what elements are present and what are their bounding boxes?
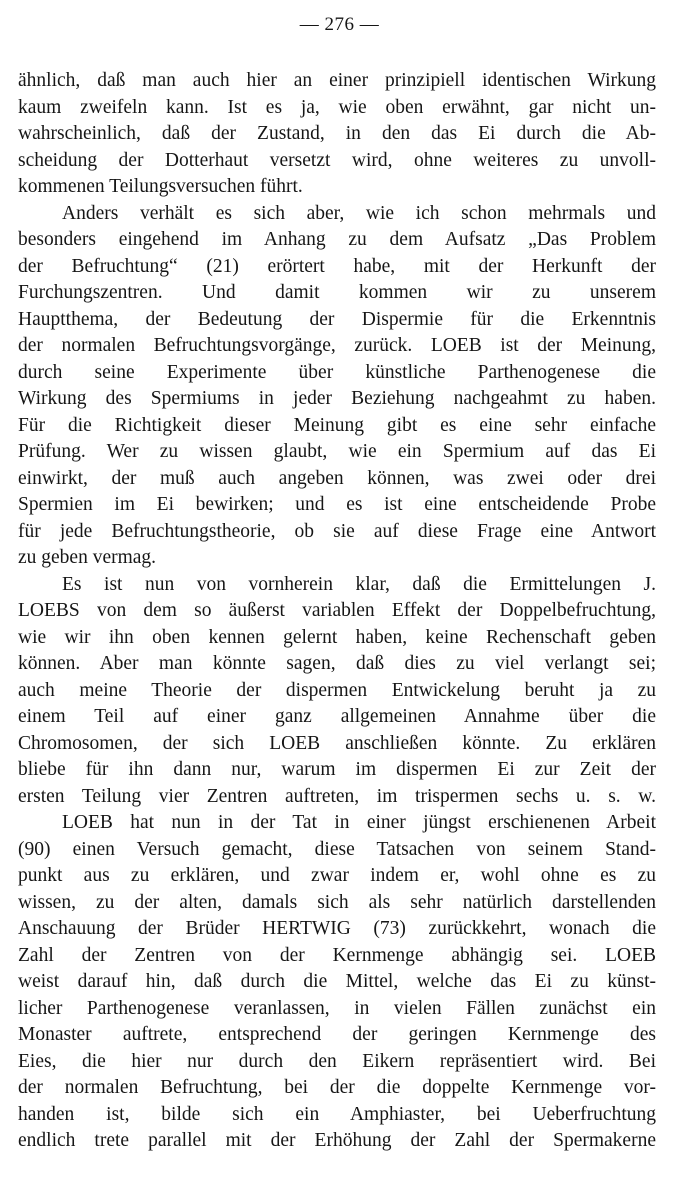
text-line: weist darauf hin, daß durch die Mittel, welche das Ei zu künst- bbox=[18, 971, 656, 992]
text-line: handen ist, bilde sich ein Amphiaster, bei Ueberfruchtung bbox=[18, 1103, 656, 1125]
text-line: zu geben vermag. bbox=[18, 547, 157, 568]
text-line: durch seine Experimente über künstliche Parthenogenese die bbox=[18, 361, 656, 383]
text-line: scheidung der Dotterhaut versetzt wird, ohne weiteres zu unvoll- bbox=[18, 149, 656, 171]
text-line: können. Aber man könnte sagen, daß dies zu viel verlangt sei; bbox=[18, 653, 656, 674]
text-line: der Befruchtung“ (21) erörtert habe, mit der Herkunft der bbox=[18, 255, 656, 277]
text-line: einwirkt, der muß auch angeben können, was zwei oder drei bbox=[18, 467, 656, 489]
page-number: — 276 — bbox=[299, 14, 380, 35]
text-line: einem Teil auf einer ganz allgemeinen Annahme über die bbox=[18, 706, 656, 727]
text-line: (90) einen Versuch gemacht, diese Tatsachen von seinem Stand- bbox=[18, 838, 656, 860]
text-line: LOEBS von dem so äußerst variablen Effekt der Doppelbefruchtung, bbox=[18, 600, 656, 621]
text-line: kommenen Teilungsversuchen führt. bbox=[18, 176, 303, 197]
text-line: wissen, zu der alten, damals sich als sehr natürlich darstellenden bbox=[18, 891, 656, 913]
text-line: auch meine Theorie der dispermen Entwickelung beruht ja zu bbox=[18, 679, 656, 701]
text-line: Anders verhält es sich aber, wie ich schon mehrmals und bbox=[62, 202, 656, 224]
text-line: kaum zweifeln kann. Ist es ja, wie oben erwähnt, gar nicht un- bbox=[18, 96, 656, 118]
text-line: Es ist nun von vornherein klar, daß die Ermittelungen J. bbox=[62, 573, 656, 595]
text-line: Eies, die hier nur durch den Eikern repräsentiert wird. Bei bbox=[18, 1050, 656, 1072]
text-line: wie wir ihn oben kennen gelernt haben, keine Rechenschaft geben bbox=[18, 626, 656, 648]
text-line: für jede Befruchtungstheorie, ob sie auf diese Frage eine Antwort bbox=[18, 520, 656, 542]
text-line: Anschauung der Brüder HERTWIG (73) zurückkehrt, wonach die bbox=[18, 918, 656, 939]
text-line: Hauptthema, der Bedeutung der Dispermie für die Erkenntnis bbox=[18, 308, 656, 330]
text-line: bliebe für ihn dann nur, warum im dispermen Ei zur Zeit der bbox=[18, 759, 656, 780]
text-line: punkt aus zu erklären, und zwar indem er, wohl ohne es zu bbox=[18, 865, 656, 886]
text-line: Zahl der Zentren von der Kernmenge abhängig sei. LOEB bbox=[18, 944, 656, 966]
text-line: Monaster auftrete, entsprechend der geringen Kernmenge des bbox=[18, 1024, 656, 1045]
text-line: Chromosomen, der sich LOEB anschließen könnte. Zu erklären bbox=[18, 732, 656, 754]
text-line: Furchungszentren. Und damit kommen wir zu unserem bbox=[18, 282, 656, 303]
text-line: Für die Richtigkeit dieser Meinung gibt es eine sehr einfache bbox=[18, 414, 656, 436]
text-line: ähnlich, daß man auch hier an einer prinzipiell identischen Wirkung bbox=[18, 70, 656, 91]
body-text bbox=[18, 68, 656, 1155]
text-line: licher Parthenogenese veranlassen, in vielen Fällen zunächst ein bbox=[18, 997, 656, 1019]
text-line: LOEB hat nun in der Tat in einer jüngst erschienenen Arbeit bbox=[62, 812, 656, 833]
text-line: der normalen Befruchtung, bei der die doppelte Kernmenge vor- bbox=[18, 1077, 656, 1098]
text-line: Wirkung des Spermiums in jeder Beziehung nachgeahmt zu haben. bbox=[18, 388, 656, 409]
text-line: der normalen Befruchtungsvorgänge, zurück. LOEB ist der Meinung, bbox=[18, 335, 656, 356]
text-line: besonders eingehend im Anhang zu dem Aufsatz „Das Problem bbox=[18, 229, 656, 250]
text-line: wahrscheinlich, daß der Zustand, in den das Ei durch die Ab- bbox=[18, 123, 656, 144]
text-line: Prüfung. Wer zu wissen glaubt, wie ein Spermium auf das Ei bbox=[18, 441, 656, 462]
text-line: ersten Teilung vier Zentren auftreten, im trispermen sechs u. s. w. bbox=[18, 785, 656, 807]
text-line: Spermien im Ei bewirken; und es ist eine entscheidende Probe bbox=[18, 494, 656, 515]
text-line: endlich trete parallel mit der Erhöhung der Zahl der Spermakerne bbox=[18, 1130, 656, 1151]
